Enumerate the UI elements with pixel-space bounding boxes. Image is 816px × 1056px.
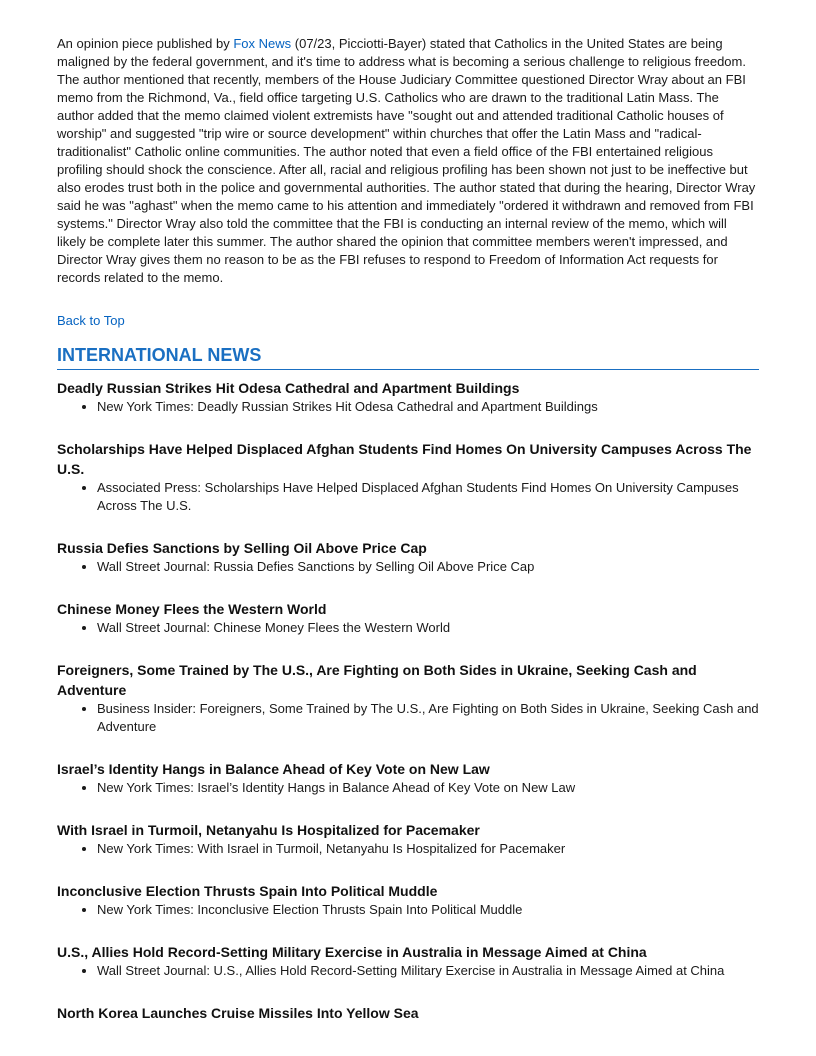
article-item — [57, 599, 759, 637]
article-item — [57, 942, 759, 980]
article-item — [57, 439, 759, 515]
article-item — [57, 1003, 759, 1023]
article-headline: Inconclusive Election Thrusts Spain Into Political Muddle — [57, 883, 438, 899]
article-headline: With Israel in Turmoil, Netanyahu Is Hospitalized for Pacemaker — [57, 822, 480, 838]
opinion-paragraph — [57, 35, 759, 287]
article-headline: Deadly Russian Strikes Hit Odesa Cathedral and Apartment Buildings — [57, 380, 520, 396]
article-source: • Wall Street Journal: Russia Defies Sanctions by Selling Oil Above Price Cap — [97, 558, 759, 576]
article-headline: Israel’s Identity Hangs in Balance Ahead of Key Vote on New Law — [57, 761, 490, 777]
fox-news-link[interactable]: Fox News — [233, 36, 292, 51]
article-source: • Wall Street Journal: U.S., Allies Hold Record-Setting Military Exercise in Australia in Message Aimed at China — [97, 962, 759, 980]
article-source: • New York Times: Deadly Russian Strikes Hit Odesa Cathedral and Apartment Buildings — [97, 398, 759, 416]
article-headline: Russia Defies Sanctions by Selling Oil Above Price Cap — [57, 540, 427, 556]
article-item — [57, 881, 759, 919]
section-title: INTERNATIONAL NEWS — [57, 343, 759, 370]
article-headline: U.S., Allies Hold Record-Setting Military Exercise in Australia in Message Aimed at China — [57, 944, 647, 960]
article-headline: Scholarships Have Helped Displaced Afghan Students Find Homes On University Campuses Across The U.S. — [57, 441, 752, 477]
article-item — [57, 538, 759, 576]
article-headline: North Korea Launches Cruise Missiles Into Yellow Sea — [57, 1005, 419, 1021]
article-item — [57, 378, 759, 416]
article-item — [57, 660, 759, 736]
article-item — [57, 820, 759, 858]
article-source: • New York Times: With Israel in Turmoil, Netanyahu Is Hospitalized for Pacemaker — [97, 840, 759, 858]
article-source: • Wall Street Journal: Chinese Money Flees the Western World — [97, 619, 759, 637]
article-headline: Chinese Money Flees the Western World — [57, 601, 327, 617]
article-source: • Business Insider: Foreigners, Some Trained by The U.S., Are Fighting on Both Sides in Ukraine, Seeking Cash and Adventure — [97, 700, 759, 736]
opinion-body: (07/23, Picciotti-Bayer) stated that Catholics in the United States are being maligned by the federal government, and it's time to address what is becoming a serious challenge to religious freedom. The author mentioned that recently, members of the House Judiciary Committee questioned Director Wray about an FBI memo from the Richmond, Va., field office targeting U.S. Catholics who are drawn to the traditional Latin Mass. The author added that the memo claimed violent extremists have "sought out and attended traditional Catholic houses of worship" and suggested "trip wire or source development" within churches that offer the Latin Mass and "radical-traditionalist" Catholic online communities. The author noted that even a field office of the FBI entertained religious profiling should shock the conscience. After all, racial and religious profiling has been shown not just to be ineffective but also erodes trust both in the police and governmental authorities. The author stated that during the hearing, Director Wray said he was "aghast" when the memo came to his attention and immediately "ordered it withdrawn and removed from FBI systems." Director Wray also told the committee that the FBI is conducting an internal review of the memo, which will likely be complete later this summer. The author shared the opinion that committee members weren't impressed, and Director Wray gives them no reason to be as the FBI refuses to respond to Freedom of Information Act requests for records related to the memo. — [57, 36, 756, 285]
article-headline: Foreigners, Some Trained by The U.S., Are Fighting on Both Sides in Ukraine, Seeking Cash and Adventure — [57, 662, 697, 698]
opinion-intro: An opinion piece published by — [57, 36, 234, 51]
article-source: • Associated Press: Scholarships Have Helped Displaced Afghan Students Find Homes On University Campuses Across The U.S. — [97, 479, 759, 515]
newsletter-page — [57, 0, 759, 1023]
article-source: • New York Times: Israel’s Identity Hangs in Balance Ahead of Key Vote on New Law — [97, 779, 759, 797]
article-list — [57, 378, 759, 1023]
back-to-top-link[interactable]: Back to Top — [57, 313, 125, 328]
article-source: • New York Times: Inconclusive Election Thrusts Spain Into Political Muddle — [97, 901, 759, 919]
article-item — [57, 759, 759, 797]
